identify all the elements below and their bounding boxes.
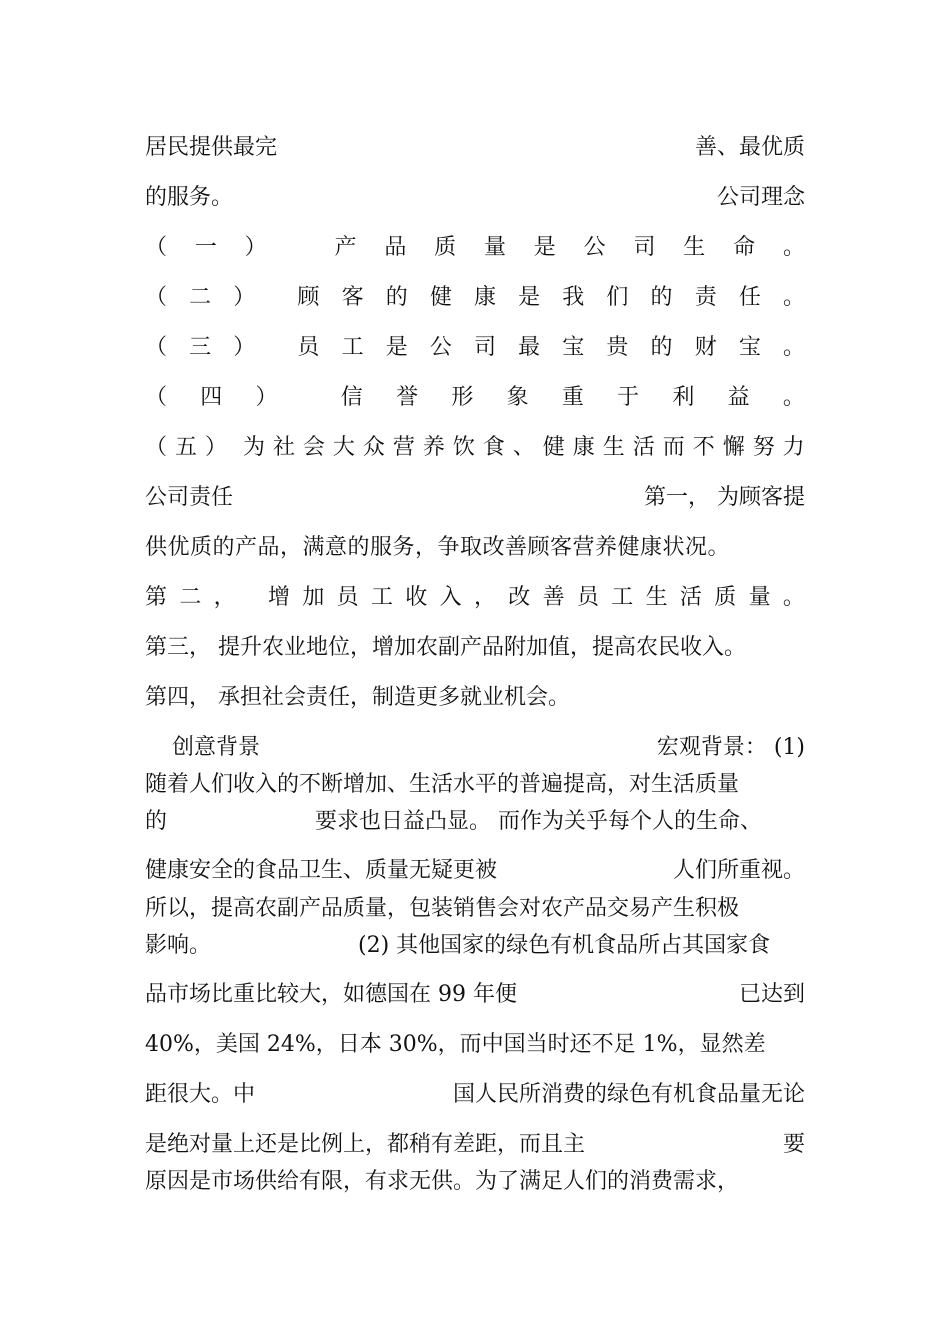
text-line-21 <box>145 1080 805 1110</box>
char: 财 <box>694 335 717 360</box>
char: 最 <box>518 335 541 360</box>
text-line-3 <box>145 233 805 263</box>
char: 是 <box>533 235 556 260</box>
char: 工 <box>341 335 364 360</box>
char: 食 <box>482 435 505 460</box>
line-1-right: 善、最优质 <box>694 135 805 160</box>
char: ） <box>233 335 256 360</box>
char: 康 <box>473 285 496 310</box>
char: 懈 <box>722 435 745 460</box>
char: 形 <box>451 385 474 410</box>
char: 益 <box>727 385 750 410</box>
char: 公 <box>583 235 606 260</box>
line-13-left: 创意背景 <box>172 735 261 760</box>
line-15-right: 要求也日益凸显。 而作为关乎每个人的生命、 <box>315 809 762 834</box>
char: 一 <box>194 235 217 260</box>
char: 客 <box>341 285 364 310</box>
char: ， <box>213 585 236 610</box>
line-21-right: 国人民所消费的绿色有机食品量无论 <box>452 1082 805 1107</box>
char: 员 <box>336 585 359 610</box>
char: 、 <box>512 435 535 460</box>
text-line-10 <box>145 583 805 613</box>
char: 是 <box>385 335 408 360</box>
char: 。 <box>782 285 805 310</box>
char: 二 <box>179 585 202 610</box>
char: 健 <box>429 285 452 310</box>
char: 会 <box>302 435 325 460</box>
char: 活 <box>679 585 702 610</box>
char: 增 <box>267 585 290 610</box>
char: 养 <box>422 435 445 460</box>
char: 于 <box>617 385 640 410</box>
text-line-2 <box>145 183 805 213</box>
line-16-left: 健康安全的食品卫生、质量无疑更被 <box>145 858 498 883</box>
text-line-6 <box>145 383 805 413</box>
char: 不 <box>692 435 715 460</box>
char: 公 <box>429 335 452 360</box>
line-19-right: 已达到 <box>738 982 805 1007</box>
char: ） <box>255 385 278 410</box>
char: 信 <box>340 385 363 410</box>
char: 是 <box>518 285 541 310</box>
line-8-right: 第一， 为顾客提 <box>644 485 805 510</box>
char: 工 <box>370 585 393 610</box>
char: 质 <box>714 585 737 610</box>
line-22-left: 是绝对量上还是比例上，都稍有差距，而且主 <box>145 1132 586 1157</box>
char: （ <box>145 385 168 410</box>
line-2-right: 公司理念 <box>716 185 805 210</box>
char: 任 <box>738 285 761 310</box>
char: 三 <box>189 335 212 360</box>
char: 健 <box>542 435 565 460</box>
char: 。 <box>782 585 805 610</box>
text-line-20: 40%，美国 24%，日本 30%，而中国当时还不足 1%，显然差 <box>145 1032 766 1057</box>
line-13-right: 宏观背景： (1) <box>656 735 805 760</box>
char: 生 <box>683 235 706 260</box>
line-2-left: 的服务。 <box>145 185 234 210</box>
char: 司 <box>473 335 496 360</box>
char: 生 <box>645 585 668 610</box>
text-line-1 <box>145 133 805 163</box>
char: 我 <box>562 285 585 310</box>
char: 。 <box>782 335 805 360</box>
char: （ <box>145 235 168 260</box>
char: 的 <box>650 285 673 310</box>
char: 五 <box>174 435 197 460</box>
line-16-right: 人们所重视。 <box>672 858 805 883</box>
text-line-22 <box>145 1130 805 1160</box>
char: 利 <box>672 385 695 410</box>
char: 生 <box>602 435 625 460</box>
char: 量 <box>483 235 506 260</box>
char: 营 <box>392 435 415 460</box>
line-22-right: 要 <box>782 1132 805 1157</box>
text-line-16 <box>145 856 805 886</box>
char: 工 <box>611 585 634 610</box>
char: 司 <box>633 235 656 260</box>
char: 。 <box>782 385 805 410</box>
text-line-12: 第四， 承担社会责任，制造更多就业机会。 <box>145 685 570 710</box>
line-8-left: 公司责任 <box>145 485 234 510</box>
text-line-23: 原因是市场供给有限，有求无供。为了满足人们的消费需求， <box>145 1169 740 1194</box>
line-1-left: 居民提供最完 <box>145 135 278 160</box>
char: 的 <box>385 285 408 310</box>
text-line-19 <box>145 980 805 1010</box>
char: 四 <box>200 385 223 410</box>
line-18-left: 影响。 <box>145 933 212 958</box>
char: 品 <box>384 235 407 260</box>
char: 产 <box>334 235 357 260</box>
char: 宝 <box>562 335 585 360</box>
char: 加 <box>302 585 325 610</box>
char: 康 <box>572 435 595 460</box>
char: 活 <box>632 435 655 460</box>
text-line-4 <box>145 283 805 313</box>
char: 力 <box>782 435 805 460</box>
char: 大 <box>332 435 355 460</box>
char: ） <box>233 285 256 310</box>
text-line-15 <box>145 807 805 837</box>
text-line-11: 第三， 提升农业地位，增加农副产品附加值，提高农民收入。 <box>145 635 746 660</box>
char: 改 <box>508 585 531 610</box>
char: 入 <box>439 585 462 610</box>
char: 命 <box>733 235 756 260</box>
char: 顾 <box>297 285 320 310</box>
char: 努 <box>752 435 775 460</box>
char: 誉 <box>396 385 419 410</box>
char: 第 <box>145 585 168 610</box>
char: 二 <box>189 285 212 310</box>
char: 善 <box>542 585 565 610</box>
char: 。 <box>782 235 805 260</box>
char: 饮 <box>452 435 475 460</box>
line-21-left: 距很大。中 <box>145 1082 256 1107</box>
char: 贵 <box>606 335 629 360</box>
char: 而 <box>662 435 685 460</box>
text-line-14: 随着人们收入的不断增加、生活水平的普遍提高，对生活质量 <box>145 772 740 797</box>
char: （ <box>145 285 168 310</box>
char: 员 <box>297 335 320 360</box>
char: 为 <box>242 435 265 460</box>
char: 员 <box>576 585 599 610</box>
char: 社 <box>272 435 295 460</box>
char: 质 <box>434 235 457 260</box>
char: ） <box>244 235 267 260</box>
char: 们 <box>606 285 629 310</box>
text-line-7 <box>145 433 805 463</box>
text-line-8 <box>145 483 805 513</box>
char: 重 <box>561 385 584 410</box>
line-15-left: 的 <box>145 809 168 834</box>
char: 收 <box>405 585 428 610</box>
char: 众 <box>362 435 385 460</box>
char: 宝 <box>738 335 761 360</box>
text-line-9: 供优质的产品，满意的服务，争取改善顾客营养健康状况。 <box>145 535 731 560</box>
line-18-right: (2) 其他国家的绿色有机食品所占其国家食 <box>358 933 771 958</box>
char: （ <box>145 335 168 360</box>
char: ， <box>473 585 496 610</box>
text-line-17: 所以，提高农副产品质量，包装销售会对农产品交易产生积极 <box>145 896 740 921</box>
text-line-13 <box>145 733 805 763</box>
char: ） <box>204 435 227 460</box>
line-19-left: 品市场比重比较大，如德国在 99 年便 <box>145 982 517 1007</box>
char: 责 <box>694 285 717 310</box>
char: 的 <box>650 335 673 360</box>
char: 象 <box>506 385 529 410</box>
text-line-18 <box>145 931 805 961</box>
text-line-5 <box>145 333 805 363</box>
char: （ <box>145 435 168 460</box>
char: 量 <box>748 585 771 610</box>
